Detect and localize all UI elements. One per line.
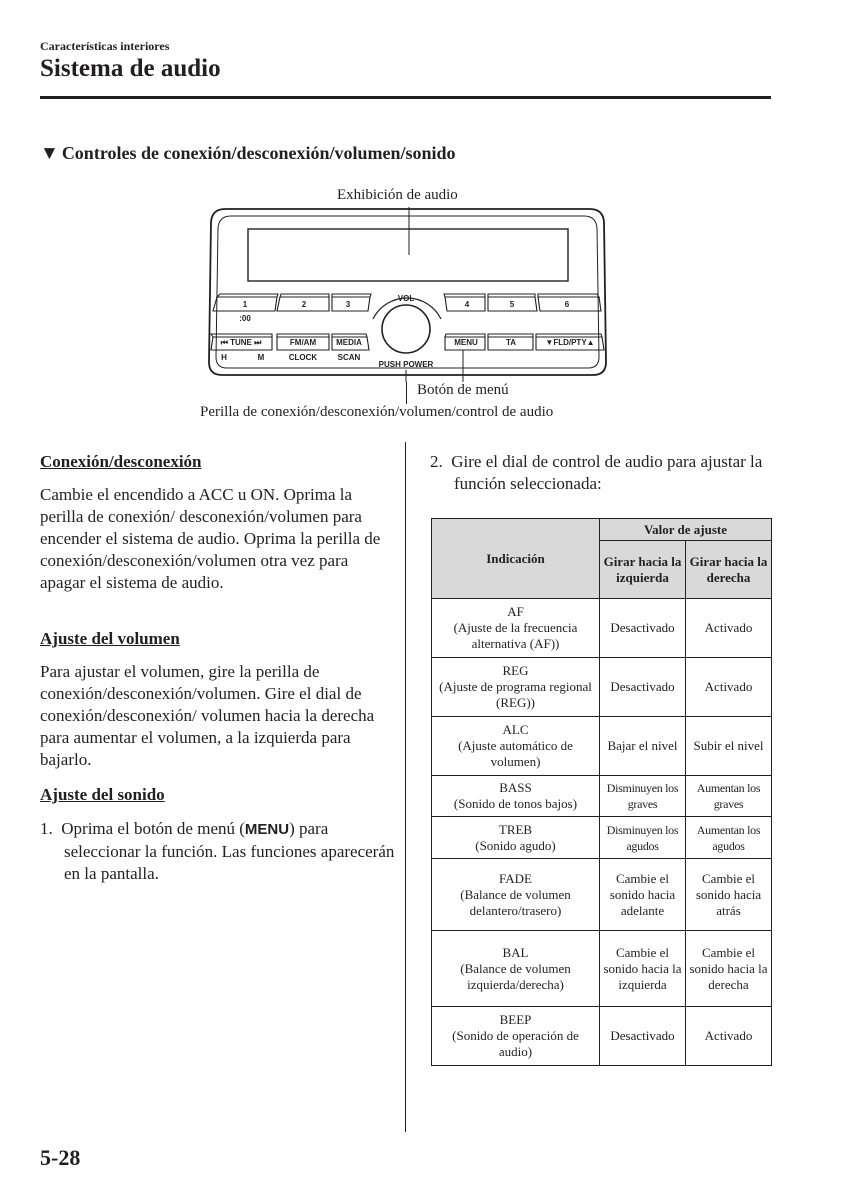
indication-code: BAL	[502, 944, 529, 960]
indication-desc: (Sonido de tonos bajos)	[453, 796, 578, 811]
preset-button-6	[538, 294, 601, 311]
table-row	[432, 717, 772, 776]
preset-1-sublabel: :00	[239, 314, 251, 323]
indication-code: ALC	[502, 722, 529, 737]
scan-label: SCAN	[337, 353, 361, 362]
display-callout: Exhibición de audio	[337, 187, 458, 203]
preset-5-label: 5	[509, 300, 515, 309]
indication-code: BASS	[499, 780, 532, 795]
indication-cell	[432, 1007, 600, 1066]
media-label: MEDIA	[336, 338, 362, 347]
table-row	[432, 776, 772, 817]
audio-display-screen	[248, 229, 568, 281]
menu-label: MENU	[454, 338, 478, 347]
column-divider	[405, 442, 406, 1132]
right-value-cell: Activado	[686, 599, 772, 658]
indication-desc: (Balance de volumen delantero/trasero)	[460, 886, 571, 918]
volume-heading: Ajuste del volumen	[40, 629, 180, 648]
right-value-cell: Aumentan los agudos	[686, 817, 772, 859]
left-value-cell: Disminuyen los graves	[600, 776, 686, 817]
audio-settings-table	[431, 518, 772, 1066]
subsection-title: Controles de conexión/desconexión/volumen/sonido	[61, 143, 456, 163]
page-title: Sistema de audio	[40, 55, 221, 82]
knob-leader-line	[406, 382, 407, 404]
indication-cell	[432, 931, 600, 1007]
indication-cell	[432, 717, 600, 776]
triangle-marker-icon: ▼	[40, 143, 59, 164]
step-2: 2. Gire el dial de control de audio para ajustar la función seleccionada:	[430, 452, 763, 493]
right-value-cell: Aumentan los graves	[686, 776, 772, 817]
ta-label: TA	[505, 338, 517, 347]
preset-1-label: 1	[242, 300, 248, 309]
table-row	[432, 1007, 772, 1066]
indication-code: AF	[507, 604, 524, 619]
power-text: Cambie el encendido a ACC u ON. Oprima la perilla de conexión/ desconexión/volumen para encender el sistema de audio. Oprima la perilla de conexión/desconexión/volumen otra vez para apagar el sistema de audio.	[40, 485, 381, 592]
step-1: 1. Oprima el botón de menú (MENU) para seleccionar la función. Las funciones aparecerán en la pantalla.	[40, 819, 395, 883]
sound-heading: Ajuste del sonido	[40, 785, 165, 804]
left-value-cell: Desactivado	[600, 599, 686, 658]
indication-cell	[432, 658, 600, 717]
indication-code: BEEP	[499, 1012, 532, 1027]
preset-button-3	[332, 294, 371, 311]
tune-label: ⏮ TUNE ⏭	[220, 338, 262, 347]
header-value: Valor de ajuste	[600, 519, 772, 541]
power-heading: Conexión/desconexión	[40, 452, 202, 471]
title-rule	[40, 96, 771, 99]
table-row	[432, 931, 772, 1007]
indication-code: FADE	[499, 870, 532, 886]
header-indication: Indicación	[432, 519, 600, 599]
indication-code: REG	[502, 663, 529, 678]
page-number: 5-28	[40, 1145, 81, 1170]
indication-desc: (Sonido de operación de audio)	[452, 1028, 579, 1059]
indication-cell	[432, 859, 600, 931]
tune-m-label: M	[257, 353, 265, 362]
audio-unit-diagram	[205, 207, 610, 382]
header-left: Girar hacia la izquierda	[600, 541, 686, 599]
fm-am-label: FM/AM	[289, 338, 317, 347]
indication-desc: (Ajuste automático de volumen)	[458, 738, 573, 769]
volume-knob	[382, 305, 430, 353]
preset-2-label: 2	[301, 300, 307, 309]
audio-unit-inner-shell	[216, 216, 599, 368]
right-value-cell: Cambie el sonido hacia atrás	[686, 859, 772, 931]
menu-key: MENU	[244, 821, 290, 838]
knob-callout: Perilla de conexión/desconexión/volumen/control de audio	[200, 404, 554, 420]
left-value-cell: Bajar el nivel	[600, 717, 686, 776]
push-power-label: PUSH POWER	[378, 360, 434, 369]
left-value-cell: Cambie el sonido hacia adelante	[600, 859, 686, 931]
indication-cell	[432, 776, 600, 817]
left-value-cell: Disminuyen los agudos	[600, 817, 686, 859]
right-value-cell: Activado	[686, 1007, 772, 1066]
right-value-cell: Activado	[686, 658, 772, 717]
fld-pty-label: ▼FLD/PTY▲	[545, 338, 595, 347]
tune-h-label: H	[221, 353, 227, 362]
section-label: Características interiores	[40, 39, 170, 53]
indication-cell	[432, 817, 600, 859]
clock-label: CLOCK	[288, 353, 318, 362]
preset-6-label: 6	[564, 300, 570, 309]
indication-code: TREB	[498, 821, 533, 837]
table-row	[432, 599, 772, 658]
menu-button-callout: Botón de menú	[417, 382, 509, 398]
table-row	[432, 817, 772, 859]
indication-desc: (Ajuste de programa regional (REG))	[439, 679, 592, 710]
subsection-heading	[40, 143, 456, 165]
indication-desc: (Balance de volumen izquierda/derecha)	[460, 960, 571, 992]
indication-desc: (Sonido agudo)	[475, 837, 556, 853]
preset-3-label: 3	[345, 300, 351, 309]
volume-text: Para ajustar el volumen, gire la perilla de conexión/desconexión/volumen. Gire el dial de conexión/desconexión/ volumen hacia la derecha para aumentar el volumen, a la izquierda para bajarlo.	[40, 662, 375, 769]
right-value-cell: Cambie el sonido hacia la derecha	[686, 931, 772, 1007]
left-value-cell: Desactivado	[600, 1007, 686, 1066]
left-value-cell: Cambie el sonido hacia la izquierda	[600, 931, 686, 1007]
right-value-cell: Subir el nivel	[686, 717, 772, 776]
left-value-cell: Desactivado	[600, 658, 686, 717]
table-row	[432, 859, 772, 931]
header-right: Girar hacia la derecha	[686, 541, 772, 599]
indication-desc: (Ajuste de la frecuencia alternativa (AF))	[453, 620, 578, 651]
preset-4-label: 4	[464, 300, 470, 309]
indication-cell	[432, 599, 600, 658]
table-row	[432, 658, 772, 717]
vol-label: VOL	[397, 294, 415, 303]
